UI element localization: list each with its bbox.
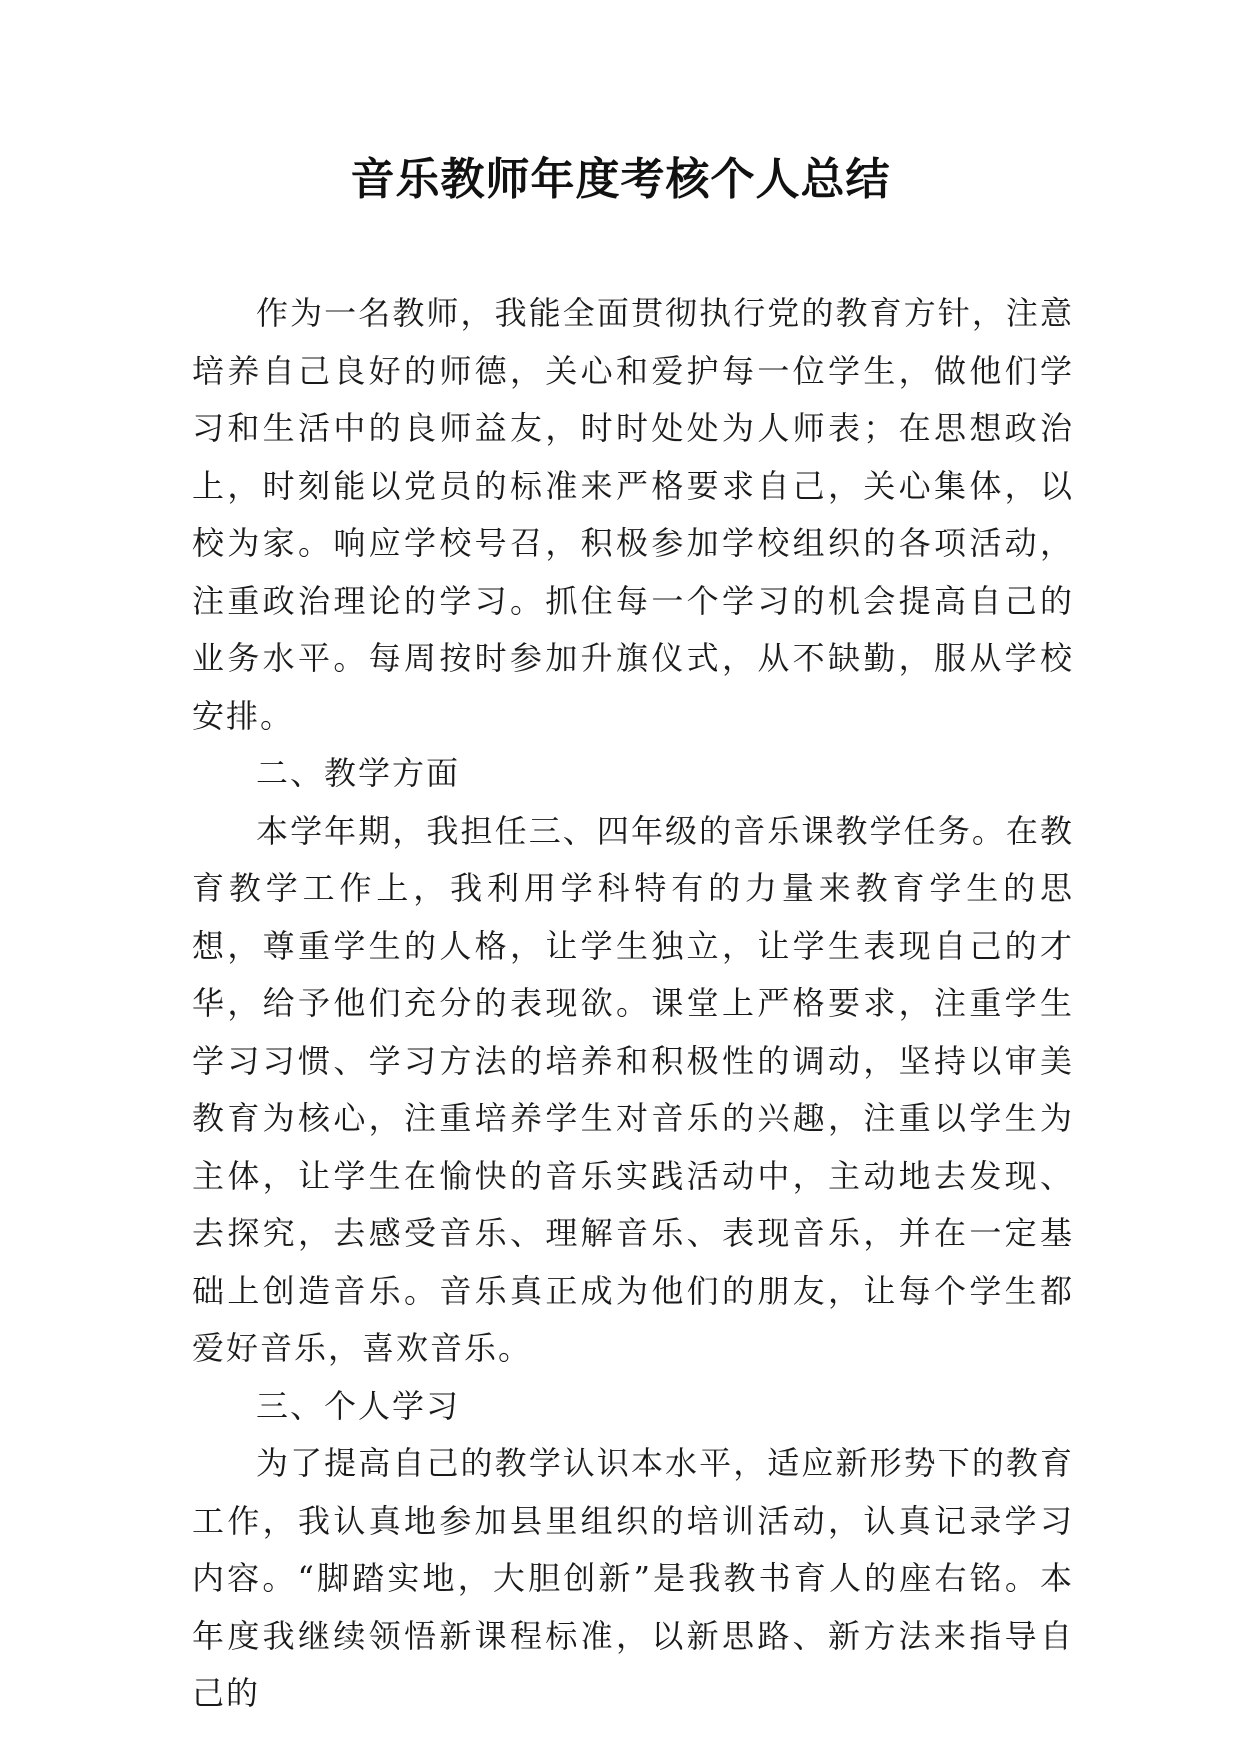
document-body — [192, 285, 1074, 1723]
paragraph-study: 为了提高自己的教学认识本水平，适应新形势下的教育工作，我认真地参加县里组织的培训活动，认真记录学习内容。“脚踏实地，大胆创新”是我教书育人的座右铭。本年度我继续领悟新课程标准，以新思路、新方法来指导自己的 — [192, 1444, 1074, 1712]
section-heading-study: 三、个人学习 — [256, 1386, 461, 1425]
paragraph-teaching: 本学年期，我担任三、四年级的音乐课教学任务。在教育教学工作上，我利用学科特有的力量来教育学生的思想，尊重学生的人格，让学生独立，让学生表现自己的才华，给予他们充分的表现欲。课堂上严格要求，注重学生学习习惯、学习方法的培养和积极性的调动，坚持以审美教育为核心，注重培养学生对音乐的兴趣，注重以学生为主体，让学生在愉快的音乐实践活动中，主动地去发现、去探究，去感受音乐、理解音乐、表现音乐，并在一定基础上创造音乐。音乐真正成为他们的朋友，让每个学生都爱好音乐，喜欢音乐。 — [192, 811, 1074, 1367]
paragraph-intro: 作为一名教师，我能全面贯彻执行党的教育方针，注意培养自己良好的师德，关心和爱护每一位学生，做他们学习和生活中的良师益友，时时处处为人师表；在思想政治上，时刻能以党员的标准来严格要求自己，关心集体，以校为家。响应学校号召，积极参加学校组织的各项活动，注重政治理论的学习。抓住每一个学习的机会提高自己的业务水平。每周按时参加升旗仪式，从不缺勤，服从学校安排。 — [192, 294, 1074, 735]
section-heading-teaching: 二、教学方面 — [256, 754, 461, 792]
document-title: 音乐教师年度考核个人总结 — [350, 154, 891, 205]
